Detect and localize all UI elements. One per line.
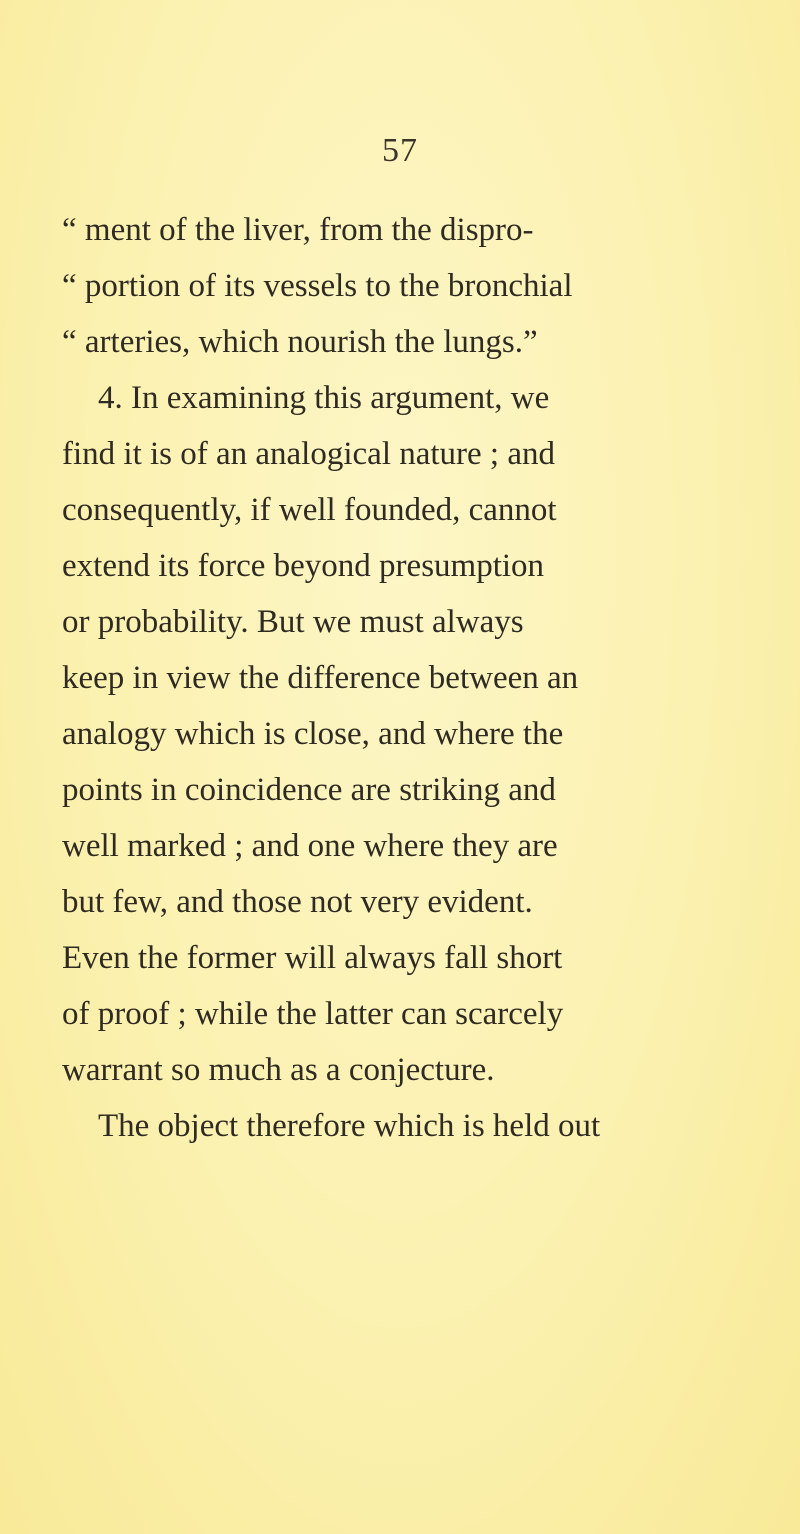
- text-line: points in coincidence are striking and: [62, 772, 556, 808]
- text-line: 4. In examining this argument, we: [98, 380, 550, 416]
- text-line: of proof ; while the latter can scarcely: [62, 996, 564, 1032]
- text-line: well marked ; and one where they are: [62, 828, 558, 864]
- text-line: or probability. But we must always: [62, 604, 524, 640]
- text-line: The object therefore which is held out: [98, 1108, 601, 1144]
- text-line: “ arteries, which nourish the lungs.”: [62, 324, 538, 360]
- page-number: 57: [382, 132, 418, 169]
- text-line: analogy which is close, and where the: [62, 716, 564, 752]
- text-line: keep in view the difference between an: [62, 660, 579, 696]
- text-line: warrant so much as a conjecture.: [62, 1052, 495, 1088]
- text-line: find it is of an analogical nature ; and: [62, 436, 556, 472]
- text-line: Even the former will always fall short: [62, 940, 563, 976]
- text-line: “ portion of its vessels to the bronchial: [62, 268, 573, 304]
- text-line: “ ment of the liver, from the dispro-: [62, 212, 534, 248]
- text-line: but few, and those not very evident.: [62, 884, 533, 920]
- text-line: consequently, if well founded, cannot: [62, 492, 557, 528]
- text-line: extend its force beyond presumption: [62, 548, 545, 584]
